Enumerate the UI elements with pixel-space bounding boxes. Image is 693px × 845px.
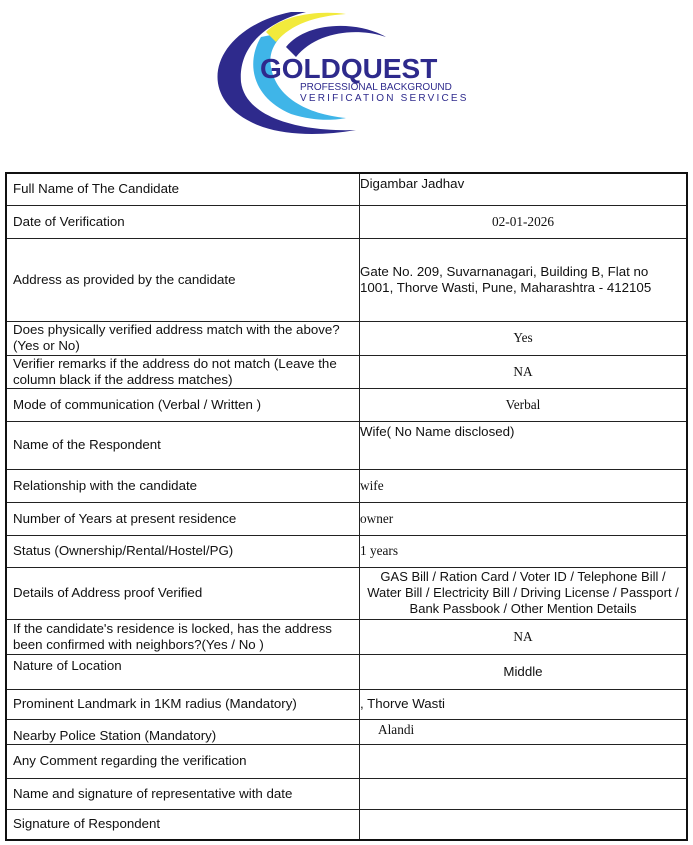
row-value: , Thorve Wasti <box>360 689 688 719</box>
table-row <box>6 173 687 205</box>
row-label: Date of Verification <box>6 205 360 238</box>
row-label: Address as provided by the candidate <box>6 238 360 321</box>
table-row <box>6 469 687 502</box>
svg-text:VERIFICATION SERVICES: VERIFICATION SERVICES <box>300 93 469 104</box>
table-row <box>6 778 687 809</box>
svg-text:GOLDQUEST: GOLDQUEST <box>260 53 438 84</box>
row-value: Verbal <box>360 388 688 421</box>
table-row <box>6 388 687 421</box>
table-row <box>6 355 687 388</box>
row-value <box>360 809 688 840</box>
table-row <box>6 567 687 619</box>
row-label: Nearby Police Station (Mandatory) <box>6 719 360 744</box>
row-value: NA <box>360 619 688 654</box>
row-value: NA <box>360 355 688 388</box>
row-value: wife <box>360 469 688 502</box>
table-row <box>6 809 687 840</box>
row-value: Gate No. 209, Suvarnanagari, Building B, Flat no 1001, Thorve Wasti, Pune, Maharashtra - 412105 <box>360 238 688 321</box>
row-value: Wife( No Name disclosed) <box>360 421 688 469</box>
row-label: Details of Address proof Verified <box>6 567 360 619</box>
row-label: Name and signature of representative with date <box>6 778 360 809</box>
goldquest-logo <box>196 2 506 144</box>
row-label: Full Name of The Candidate <box>6 173 360 205</box>
table-row <box>6 744 687 778</box>
row-value <box>360 744 688 778</box>
row-value: Middle <box>360 654 688 689</box>
table-row <box>6 238 687 321</box>
row-label: Status (Ownership/Rental/Hostel/PG) <box>6 535 360 567</box>
row-label: Number of Years at present residence <box>6 502 360 535</box>
row-value: Digambar Jadhav <box>360 173 688 205</box>
table-row <box>6 654 687 689</box>
table-row <box>6 205 687 238</box>
row-value <box>360 778 688 809</box>
verification-table <box>5 172 688 841</box>
row-label: Any Comment regarding the verification <box>6 744 360 778</box>
row-label: Nature of Location <box>6 654 360 689</box>
row-value: Alandi <box>360 719 688 744</box>
table-row <box>6 535 687 567</box>
row-label: Name of the Respondent <box>6 421 360 469</box>
row-label: Prominent Landmark in 1KM radius (Mandatory) <box>6 689 360 719</box>
row-label: Relationship with the candidate <box>6 469 360 502</box>
table-row <box>6 321 687 355</box>
table-row <box>6 619 687 654</box>
svg-text:PROFESSIONAL BACKGROUND: PROFESSIONAL BACKGROUND <box>300 82 452 93</box>
row-label: Mode of communication (Verbal / Written ) <box>6 388 360 421</box>
row-value: 02-01-2026 <box>360 205 688 238</box>
row-label: Signature of Respondent <box>6 809 360 840</box>
row-label: Verifier remarks if the address do not match (Leave the column black if the address matches) <box>6 355 360 388</box>
table-row <box>6 689 687 719</box>
row-value: GAS Bill / Ration Card / Voter ID / Telephone Bill / Water Bill / Electricity Bill / Driving License / Passport / Bank Passbook / Other Mention Details <box>360 567 688 619</box>
row-label: Does physically verified address match with the above? (Yes or No) <box>6 321 360 355</box>
row-value: 1 years <box>360 535 688 567</box>
row-label: If the candidate's residence is locked, has the address been confirmed with neighbors?(Yes / No ) <box>6 619 360 654</box>
row-value: owner <box>360 502 688 535</box>
table-row <box>6 502 687 535</box>
table-row <box>6 719 687 744</box>
table-row <box>6 421 687 469</box>
row-value: Yes <box>360 321 688 355</box>
